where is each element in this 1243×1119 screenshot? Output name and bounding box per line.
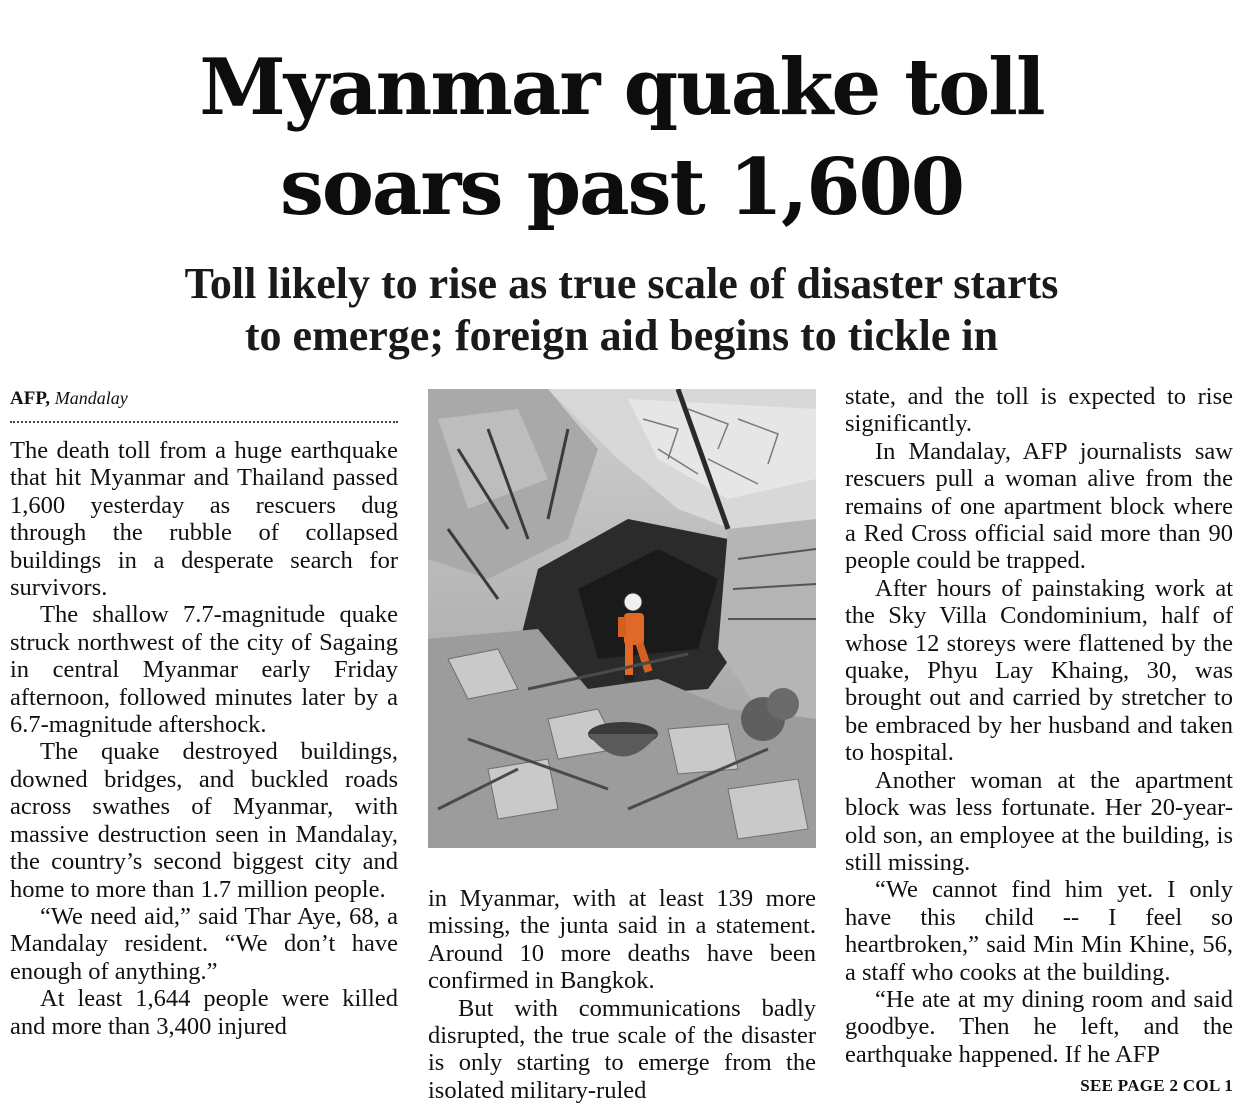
- subheadline: [0, 258, 1243, 362]
- headline-line-2: soars past 1,600: [279, 142, 964, 233]
- subheadline-line-1: Toll likely to rise as true scale of disaster starts: [184, 259, 1059, 308]
- paragraph: in Myanmar, with at least 139 more missing, the junta said in a statement. Around 10 more deaths have been confirmed in Bangkok.: [428, 885, 816, 995]
- earthquake-rubble-photo: [428, 389, 816, 848]
- byline: [10, 386, 398, 423]
- paragraph: The quake destroyed buildings, downed bridges, and buckled roads across swathes of Myanmar, with massive destruction seen in Mandalay, the country’s second biggest city and home to more than 1.7 million people.: [10, 738, 398, 903]
- headline: [0, 38, 1243, 238]
- paragraph: But with communications badly disrupted, the true scale of the disaster is only starting to emerge from the isolated military-ruled: [428, 994, 816, 1104]
- article-column-1: [10, 437, 398, 1040]
- subheadline-line-2: to emerge; foreign aid begins to tickle in: [244, 311, 999, 360]
- paragraph: Another woman at the apartment block was less fortunate. Her 20-year-old son, an employee at the building, is still missing.: [845, 766, 1233, 876]
- paragraph: “We cannot find him yet. I only have this child -- I feel so heartbroken,” said Min Min Khine, 56, a staff who cooks at the building.: [845, 876, 1233, 986]
- paragraph: At least 1,644 people were killed and more than 3,400 injured: [10, 985, 398, 1040]
- paragraph: After hours of painstaking work at the Sky Villa Condominium, half of whose 12 storeys were flattened by the quake, Phyu Lay Khaing, 30, was brought out and carried by stretcher to be embraced by her husband and taken to hospital.: [845, 574, 1233, 767]
- byline-agency: AFP,: [10, 388, 50, 409]
- paragraph: In Mandalay, AFP journalists saw rescuers pull a woman alive from the remains of one apartment block where a Red Cross official said more than 90 people could be trapped.: [845, 437, 1233, 575]
- paragraph: The shallow 7.7-magnitude quake struck northwest of the city of Sagaing in central Myanmar early Friday afternoon, followed minutes later by a 6.7-magnitude aftershock.: [10, 601, 398, 739]
- headline-line-1: Myanmar quake toll: [199, 42, 1044, 133]
- paragraph: “We need aid,” said Thar Aye, 68, a Mandalay resident. “We don’t have enough of anything.”: [10, 902, 398, 985]
- continued-on-page-label: SEE PAGE 2 COL 1: [1080, 1076, 1233, 1095]
- article-column-2: [428, 885, 816, 1104]
- paragraph: state, and the toll is expected to rise significantly.: [845, 383, 1233, 438]
- paragraph: The death toll from a huge earthquake that hit Myanmar and Thailand passed 1,600 yesterday as rescuers dug through the rubble of collapsed buildings in a desperate search for survivors.: [10, 437, 398, 602]
- photo-illustration: [428, 389, 816, 848]
- byline-location: Mandalay: [54, 388, 128, 408]
- article-column-3: [845, 383, 1233, 1068]
- paragraph: “He ate at my dining room and said goodbye. Then he left, and the earthquake happened. If he AFP: [845, 985, 1233, 1068]
